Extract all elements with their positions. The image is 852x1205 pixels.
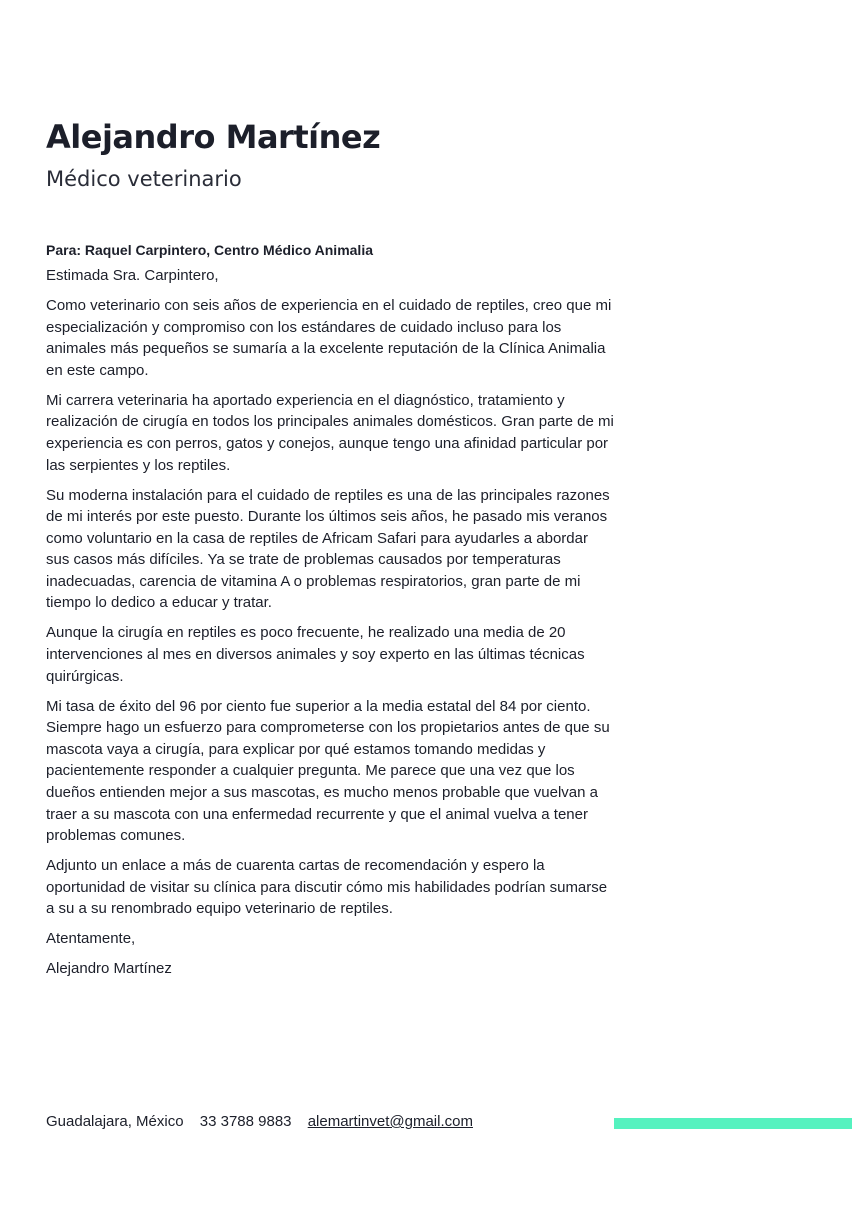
accent-bar	[614, 1118, 852, 1129]
letter-paragraph: Como veterinario con seis años de experiencia en el cuidado de reptiles, creo que mi especialización y compromiso con los estándares de cuidado incluso para los animales más pequeños se sumaría a la excelente reputación de la Clínica Animalia en este campo.	[46, 296, 612, 379]
contact-location: Guadalajara, México	[46, 1113, 184, 1130]
contact-phone: 33 3788 9883	[199, 1113, 292, 1130]
applicant-name: Alejandro Martínez	[46, 118, 381, 156]
contact-email-link[interactable]: alemartinvet@gmail.com	[307, 1113, 473, 1130]
letter-paragraph: Aunque la cirugía en reptiles es poco frecuente, he realizado una media de 20 intervenciones al mes en diversos animales y soy experto en las últimas técnicas quirúrgicas.	[46, 624, 585, 685]
letter-paragraph: Su moderna instalación para el cuidado de reptiles es una de las principales razones de mi interés por este puesto. Durante los últimos seis años, he pasado mis veranos como voluntario en la casa de reptiles de Africam Safari para ayudarles a abordar sus casos más difíciles. Ya se trate de problemas causados por temperaturas inadecuadas, carencia de vitamina A o problemas respiratorios, gran parte de mi tiempo lo dedico a educar y tratar.	[46, 486, 610, 612]
letter-paragraph: Adjunto un enlace a más de cuarenta cartas de recomendación y espero la oportunidad de visitar su clínica para discutir cómo mis habilidades podrían sumarse a su a su renombrado equipo veterinario de reptiles.	[46, 857, 608, 918]
letter-signature: Alejandro Martínez	[46, 960, 172, 978]
letter-paragraph: Mi carrera veterinaria ha aportado experiencia en el diagnóstico, tratamiento y realización de cirugía en todos los principales animales domésticos. Gran parte de mi experiencia es con perros, gatos y conejos, aunque tengo una afinidad particular por las serpientes y los reptiles.	[46, 391, 614, 474]
letter-paragraph: Mi tasa de éxito del 96 por ciento fue superior a la media estatal del 84 por ciento. Siempre hago un esfuerzo para comprometerse con los propietarios antes de que su mascota vaya a cirugía, para explicar por qué estamos tomando medidas y pacientemente responder a cualquier pregunta. Me parece que una vez que los dueños entienden mejor a sus mascotas, es mucho menos probable que vuelvan a traer a su mascota con una enfermedad recurrente y que el animal vuelva a tener problemas comunes.	[46, 697, 610, 845]
applicant-job-title: Médico veterinario	[46, 167, 242, 191]
letter-greeting: Estimada Sra. Carpintero,	[46, 267, 219, 284]
letter-body	[46, 240, 614, 988]
letter-closing: Atentamente,	[46, 930, 136, 948]
contact-footer	[46, 1112, 473, 1132]
letter-recipient: Para: Raquel Carpintero, Centro Médico Animalia	[46, 242, 373, 258]
